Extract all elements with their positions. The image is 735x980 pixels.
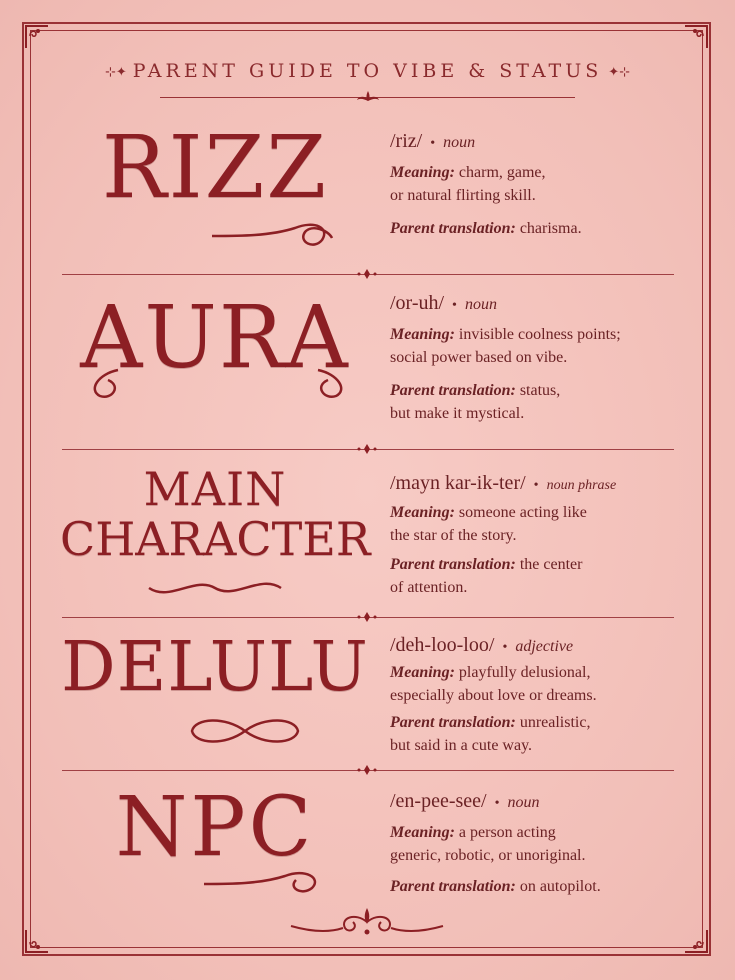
- translation-text-2: but said in a cute way.: [390, 737, 533, 754]
- translation-label: Parent translation:: [390, 382, 516, 399]
- entry-aura: [60, 288, 675, 443]
- meaning-text: charm, game,: [458, 164, 546, 181]
- definition-block: /riz/ • noun Meaning: charm, game, or natural flirting skill. Parent translation: charisma.: [390, 130, 690, 240]
- meaning-label: Meaning:: [390, 326, 455, 343]
- pronunciation: /riz/: [390, 130, 423, 152]
- pronunciation: /deh-loo-loo/: [390, 634, 495, 656]
- entry-npc: [60, 780, 675, 910]
- meaning-text: someone acting like: [458, 504, 587, 521]
- meaning-text-2: generic, robotic, or unoriginal.: [390, 847, 586, 864]
- meaning-label: Meaning:: [390, 504, 455, 521]
- meaning-text: a person acting: [458, 824, 556, 841]
- translation-text: status,: [519, 382, 561, 399]
- part-of-speech: noun: [507, 794, 540, 811]
- translation-label: Parent translation:: [390, 878, 516, 895]
- ornament-icon: ✦⊹: [608, 64, 631, 80]
- translation-text: unrealistic,: [519, 714, 591, 731]
- bottom-flourish-icon: [285, 904, 450, 940]
- translation-label: Parent translation:: [390, 220, 516, 237]
- part-of-speech: noun: [443, 134, 476, 151]
- definition-block: /mayn kar-ik-ter/ • noun phrase Meaning: someone acting like the star of the story. Parent translation: the center of attention.: [390, 472, 690, 599]
- translation-label: Parent translation:: [390, 714, 516, 731]
- ornament-icon: ⊹✦: [104, 64, 127, 80]
- definition-block: /deh-loo-loo/ • adjective Meaning: playfully delusional, especially about love or dreams. Parent translation: unrealistic, but said in a cute way.: [390, 634, 690, 757]
- page-title-row: [0, 60, 735, 82]
- meaning-label: Meaning:: [390, 664, 455, 681]
- meaning-label: Meaning:: [390, 164, 455, 181]
- entry-delulu: [60, 628, 675, 768]
- term-title: RIZZ: [101, 118, 329, 218]
- corner-flourish-icon: [22, 22, 52, 52]
- fleuron-icon: [353, 89, 383, 105]
- pronunciation: /mayn kar-ik-ter/: [390, 472, 526, 494]
- term-title: MAIN: [143, 462, 287, 516]
- meaning-text: invisible coolness points;: [458, 326, 621, 343]
- translation-label: Parent translation:: [390, 556, 516, 573]
- meaning-text-2: the star of the story.: [390, 527, 517, 544]
- swash-icon: [145, 572, 285, 606]
- term-title: NPC: [115, 780, 315, 875]
- definition-block: /or-uh/ • noun Meaning: invisible coolness points; social power based on vibe. Parent translation: status, but make it mystical.: [390, 292, 690, 425]
- meaning-text-2: social power based on vibe.: [390, 349, 568, 366]
- divider-ornament-icon: [355, 444, 379, 454]
- term-title: DELULU: [61, 628, 369, 707]
- swash-icon: [210, 214, 335, 254]
- divider-ornament-icon: [355, 612, 379, 622]
- swash-icon: [200, 864, 330, 898]
- pronunciation: /or-uh/: [390, 292, 445, 314]
- translation-text: charisma.: [519, 220, 582, 237]
- entry-rizz: [60, 118, 675, 268]
- divider-ornament-icon: [355, 765, 379, 775]
- term-title-2: CHARACTER: [60, 512, 371, 566]
- meaning-text: playfully delusional,: [458, 664, 591, 681]
- meaning-label: Meaning:: [390, 824, 455, 841]
- page-title: PARENT GUIDE TO VIBE & STATUS: [132, 60, 603, 82]
- part-of-speech: noun phrase: [546, 478, 617, 493]
- corner-flourish-icon: [681, 22, 711, 52]
- meaning-text-2: especially about love or dreams.: [390, 687, 597, 704]
- corner-flourish-icon: [681, 926, 711, 956]
- translation-text: the center: [519, 556, 583, 573]
- translation-text-2: of attention.: [390, 579, 468, 596]
- corner-flourish-icon: [22, 926, 52, 956]
- swash-icon: [78, 366, 358, 406]
- translation-text-2: but make it mystical.: [390, 405, 525, 422]
- definition-block: /en-pee-see/ • noun Meaning: a person acting generic, robotic, or unoriginal. Parent translation: on autopilot.: [390, 790, 690, 898]
- part-of-speech: noun: [464, 296, 497, 313]
- entry-main-character: [60, 460, 675, 610]
- swash-icon: [180, 714, 310, 748]
- pronunciation: /en-pee-see/: [390, 790, 487, 812]
- translation-text: on autopilot.: [519, 878, 601, 895]
- meaning-text-2: or natural flirting skill.: [390, 187, 536, 204]
- term-title: AURA: [80, 288, 350, 388]
- part-of-speech: adjective: [515, 638, 574, 655]
- divider-ornament-icon: [355, 269, 379, 279]
